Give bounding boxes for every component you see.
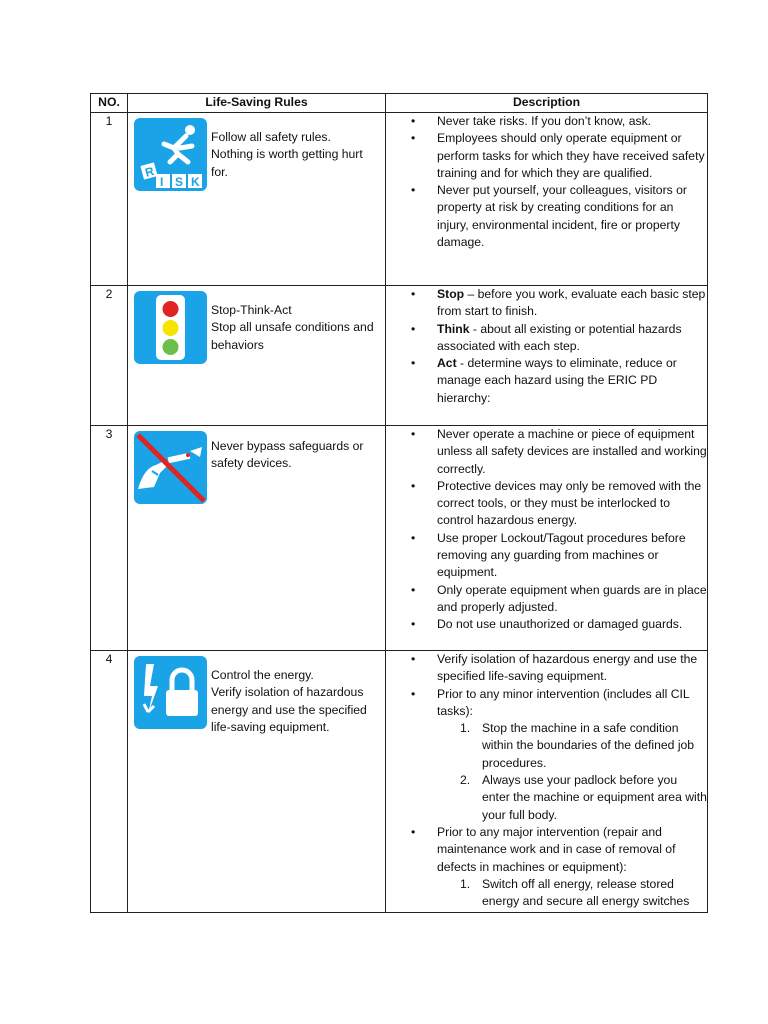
list-item: • Protective devices may only be removed with the correct tools, or they must be interlocked to control hazardous energy. (386, 478, 707, 530)
table-row (91, 426, 708, 651)
row-number: 3 (91, 426, 128, 651)
table-row (91, 651, 708, 913)
table-row (91, 113, 708, 286)
svg-text:S: S (175, 175, 184, 189)
header-row (91, 94, 708, 113)
svg-text:I: I (160, 175, 164, 189)
energy-lock-icon (134, 656, 207, 729)
list-item: • Employees should only operate equipment or perform tasks for which they have received safety training and for which they are qualified. (386, 130, 707, 182)
rule-text: Control the energy. Verify isolation of hazardous energy and use the specified life-saving equipment. (211, 668, 367, 734)
list-item: • Prior to any minor intervention (includes all CIL tasks): 1. Stop the machine in a safe condition within the boundaries of the defined job procedures. 2. Always use your padlock before you enter the machine or equipment area with your full body. (386, 686, 707, 824)
traffic-light-icon (134, 291, 207, 364)
rule-text: Never bypass safeguards or safety devices. (211, 439, 364, 471)
row-number: 1 (91, 113, 128, 286)
list-item: • Verify isolation of hazardous energy and use the specified life-saving equipment. (386, 651, 707, 686)
header-description: Description (386, 94, 708, 113)
header-rule: Life-Saving Rules (128, 94, 386, 113)
row-number: 2 (91, 286, 128, 426)
no-bypass-icon (134, 431, 207, 504)
list-item: • Prior to any major intervention (repair and maintenance work and in case of removal of defects in machines or equipment): 1. Switch off all energy, release stored energy and secure all energy switches (386, 824, 707, 910)
list-item: • Think - about all existing or potential hazards associated with each step. (386, 321, 707, 356)
svg-text:K: K (191, 175, 200, 189)
list-item: • Act - determine ways to eliminate, reduce or manage each hazard using the ERIC PD hierarchy: (386, 355, 707, 407)
rule-cell (128, 113, 386, 286)
life-saving-rules-table (90, 93, 708, 913)
rule-cell (128, 426, 386, 651)
svg-text:R: R (143, 163, 156, 180)
numbered-step: 1. Switch off all energy, release stored energy and secure all energy switches (460, 876, 690, 909)
list-item: • Use proper Lockout/Tagout procedures before removing any guarding from machines or equipment. (386, 530, 707, 582)
list-item: • Do not use unauthorized or damaged guards. (386, 616, 707, 633)
row-number: 4 (91, 651, 128, 913)
list-item: • Never take risks. If you don’t know, ask. (386, 113, 707, 130)
header-no: NO. (91, 94, 128, 113)
numbered-step: 1. Stop the machine in a safe condition within the boundaries of the defined job procedures. (460, 721, 695, 770)
table-row (91, 286, 708, 426)
list-item: • Never operate a machine or piece of equipment unless all safety devices are installed and working correctly. (386, 426, 707, 478)
description-cell (386, 113, 708, 286)
rule-text: Follow all safety rules. Nothing is worth getting hurt for. (211, 130, 363, 179)
description-cell (386, 286, 708, 426)
list-item: • Stop – before you work, evaluate each basic step from start to finish. (386, 286, 707, 321)
list-item: • Only operate equipment when guards are in place and properly adjusted. (386, 582, 707, 617)
description-cell (386, 651, 708, 913)
list-item: • Never put yourself, your colleagues, visitors or property at risk by creating conditions for an injury, environmental incident, fire or property damage. (386, 182, 707, 251)
description-cell (386, 426, 708, 651)
rule-cell (128, 651, 386, 913)
numbered-step: 2. Always use your padlock before you enter the machine or equipment area with your full body. (460, 773, 707, 822)
rule-cell (128, 286, 386, 426)
risk-icon (134, 118, 207, 191)
rule-text: Stop-Think-Act Stop all unsafe conditions and behaviors (211, 303, 374, 352)
